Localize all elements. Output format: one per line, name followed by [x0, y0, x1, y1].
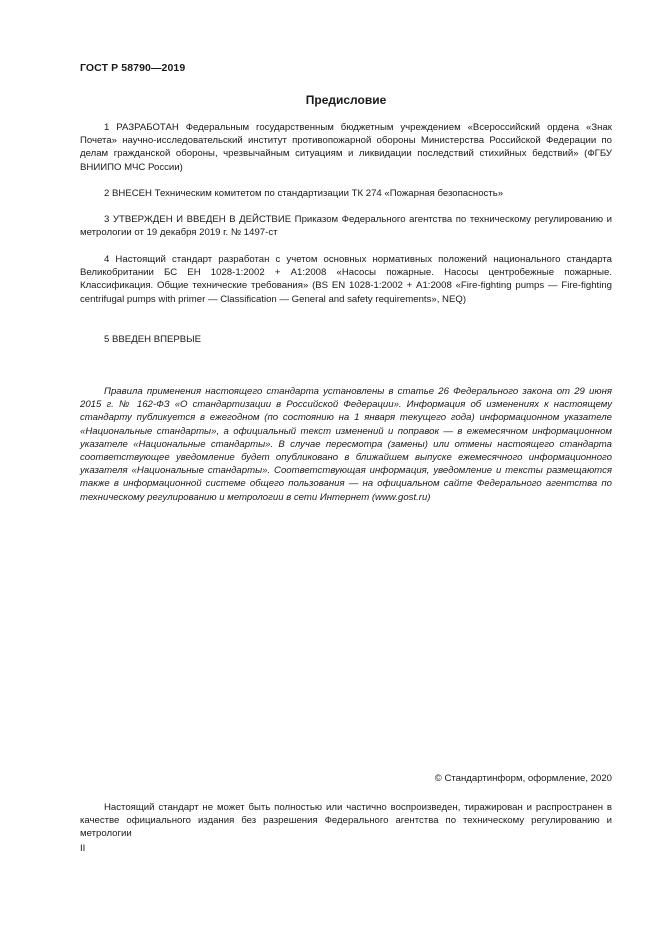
preface-item-2: 2 ВНЕСЕН Техническим комитетом по стандартизации ТК 274 «Пожарная безопасность»: [104, 188, 504, 199]
preface-item-3: 3 УТВЕРЖДЕН И ВВЕДЕН В ДЕЙСТВИЕ Приказом Федерального агентства по техническому регулированию и метрологии от 19 декабря 2019 г. № 1497-ст: [80, 214, 612, 239]
application-rules-note: Правила применения настоящего стандарта установлены в статье 26 Федерального закона от 29 июня 2015 г. № 162-ФЗ «О стандартизации в Российской Федерации». Информация об изменениях к настоящему стандарту публикуется в ежегодном (по состоянию на 1 января текущего года) информационном указателе «Национальные стандарты», а официальный текст изменений и поправок — в ежемесячном информационном указателе «Национальные стандарты». В случае пересмотра (замены) или отмены настоящего стандарта соответствующее уведомление будет опубликовано в ближайшем выпуске ежемесячного информационного указателя «Национальные стандарты». Соответствующая информация, уведомление и тексты размещаются также в информационной системе общего пользования — на официальном сайте Федерального агентства по техническому регулированию и метрологии в сети Интернет (www.gost.ru): [80, 386, 612, 503]
standard-code: ГОСТ Р 58790—2019: [80, 62, 186, 74]
copyright-notice: © Стандартинформ, оформление, 2020: [434, 773, 612, 784]
preface-item-4: 4 Настоящий стандарт разработан с учетом основных нормативных положений национального стандарта Великобритании БС ЕН 1028-1:2002 + А1:2008 «Насосы пожарные. Насосы центробежные пожарные. Классификация. Общие технические требования» (BS EN 1028-1:2002 + А1:2008 «Fire-fighting pumps — Fire-fighting centrifugal pumps with primer — Classification — General and safety requirements», NEQ): [80, 254, 612, 305]
preface-item-1: 1 РАЗРАБОТАН Федеральным государственным бюджетным учреждением «Всероссийский ордена «Знак Почета» научно-исследовательский институт противопожарной обороны Министерства Российской Федерации по делам гражданской обороны, чрезвычайным ситуациям и ликвидации последствий стихийных бедствий» (ФГБУ ВНИИПО МЧС России): [80, 122, 612, 173]
preface-item-5: 5 ВВЕДЕН ВПЕРВЫЕ: [104, 334, 202, 345]
page-number: II: [80, 843, 86, 854]
reproduction-rights-notice: Настоящий стандарт не может быть полностью или частично воспроизведен, тиражирован и распространен в качестве официального издания без разрешения Федерального агентства по техническому регулированию и метрологии: [80, 802, 612, 840]
preface-title: Предисловие: [305, 93, 387, 107]
